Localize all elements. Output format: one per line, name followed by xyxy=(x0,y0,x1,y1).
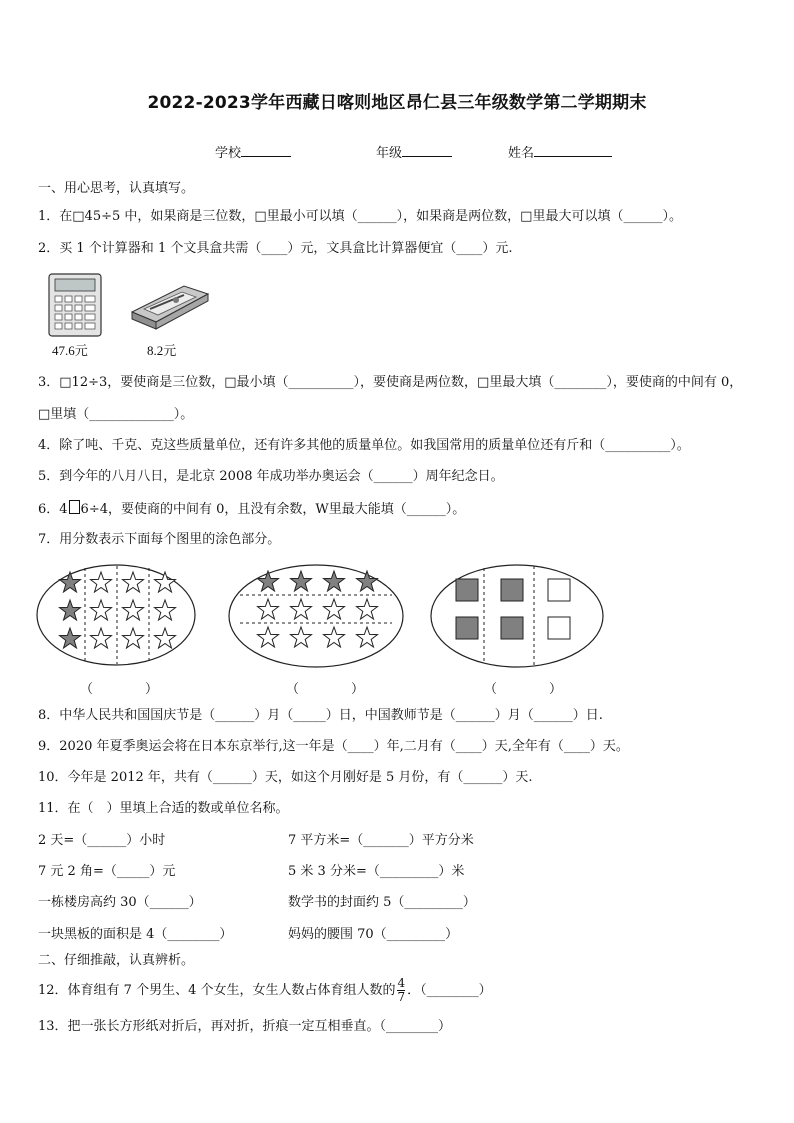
q11-item-1-right: 7 平方米=（_______）平方分米 xyxy=(288,833,474,848)
question-6 xyxy=(38,500,465,518)
star-oval-figure-2 xyxy=(226,562,406,670)
q11-item-4-right: 妈妈的腰围 70（_________） xyxy=(288,927,459,942)
question-8: 8．中华人民共和国国庆节是（______）月（_____）日，中国教师节是（______）月（______）日. xyxy=(38,708,603,723)
question-1: 1．在□45÷5 中，如果商是三位数，□里最小可以填（______），如果商是两位数，□里最大可以填（______）。 xyxy=(38,209,682,224)
star-oval-figure-1 xyxy=(34,562,198,668)
name-blank[interactable] xyxy=(534,144,612,157)
question-12 xyxy=(38,977,492,1004)
question-5: 5．到今年的八月八日，是北京 2008 年成功举办奥运会（______）周年纪念日。 xyxy=(38,469,504,484)
question-3-line-1: 3．□12÷3，要使商是三位数，□最小填（__________），要使商是两位数，□里最大填（________），要使商的中间有 0， xyxy=(38,375,743,390)
question-6-end: 6÷4，要使商的中间有 0，且没有余数，W里最大能填（______）。 xyxy=(80,502,466,517)
question-13: 13．把一张长方形纸对折后，再对折，折痕一定互相垂直。（________） xyxy=(38,1019,452,1034)
q11-item-3-left: 一栋楼房高约 30（______） xyxy=(38,895,202,910)
calculator-price: 47.6元 xyxy=(52,343,88,358)
page-title: 2022-2023学年西藏日喀则地区昂仁县三年级数学第二学期期末 xyxy=(147,93,647,113)
question-12-text: 12．体育组有 7 个男生、4 个女生，女生人数占体育组人数的 xyxy=(38,983,396,998)
question-4: 4．除了吨、千克、克这些质量单位，还有许多其他的质量单位。如我国常用的质量单位还有斤和（__________）。 xyxy=(38,438,690,453)
section-2-heading: 二、仔细推敲，认真辨析。 xyxy=(38,953,195,968)
blank-box-icon xyxy=(69,500,80,514)
fraction-four-sevenths xyxy=(397,977,405,1004)
school-blank[interactable] xyxy=(241,144,291,157)
question-3-line-2: □里填（_____________）。 xyxy=(38,407,194,422)
grade-blank[interactable] xyxy=(402,144,452,157)
answer-blank-figure-1[interactable]: （ ） xyxy=(80,682,159,697)
pencil-case-icon xyxy=(126,282,212,332)
q11-item-1-left: 2 天=（______）小时 xyxy=(38,833,166,848)
question-6-start: 6．4 xyxy=(38,502,68,517)
answer-blank-figure-2[interactable]: （ ） xyxy=(286,682,365,697)
school-field xyxy=(215,142,291,161)
q11-item-4-left: 一块黑板的面积是 4（________） xyxy=(38,927,233,942)
question-12-blank: ．（________） xyxy=(407,983,492,998)
q11-item-2-left: 7 元 2 角=（_____）元 xyxy=(38,864,176,879)
section-1-heading: 一、用心思考，认真填写。 xyxy=(38,181,195,196)
question-7: 7．用分数表示下面每个图里的涂色部分。 xyxy=(38,532,281,547)
grade-label: 年级 xyxy=(376,146,403,161)
school-label: 学校 xyxy=(215,146,242,161)
fraction-numerator: 4 xyxy=(397,976,406,990)
answer-blank-figure-3[interactable]: （ ） xyxy=(484,682,563,697)
question-10: 10．今年是 2012 年，共有（______）天，如这个月刚好是 5 月份，有（______）天. xyxy=(38,770,533,785)
q11-item-2-right: 5 米 3 分米=（_________）米 xyxy=(288,864,465,879)
question-9: 9．2020 年夏季奥运会将在日本东京举行,这一年是（____）年,二月有（____）天,全年有（____）天。 xyxy=(38,739,629,754)
fraction-denominator: 7 xyxy=(397,990,406,1004)
name-label: 姓名 xyxy=(508,146,535,161)
square-oval-figure-3 xyxy=(428,562,606,670)
question-2: 2．买 1 个计算器和 1 个文具盒共需（____）元，文具盒比计算器便宜（____）元. xyxy=(38,241,513,256)
pencil-case-price: 8.2元 xyxy=(147,343,177,358)
q11-item-3-right: 数学书的封面约 5（_________） xyxy=(288,895,476,910)
name-field xyxy=(508,142,612,161)
question-11: 11．在（ ）里填上合适的数或单位名称。 xyxy=(38,801,289,816)
calculator-icon xyxy=(46,272,106,338)
grade-field xyxy=(376,142,452,161)
